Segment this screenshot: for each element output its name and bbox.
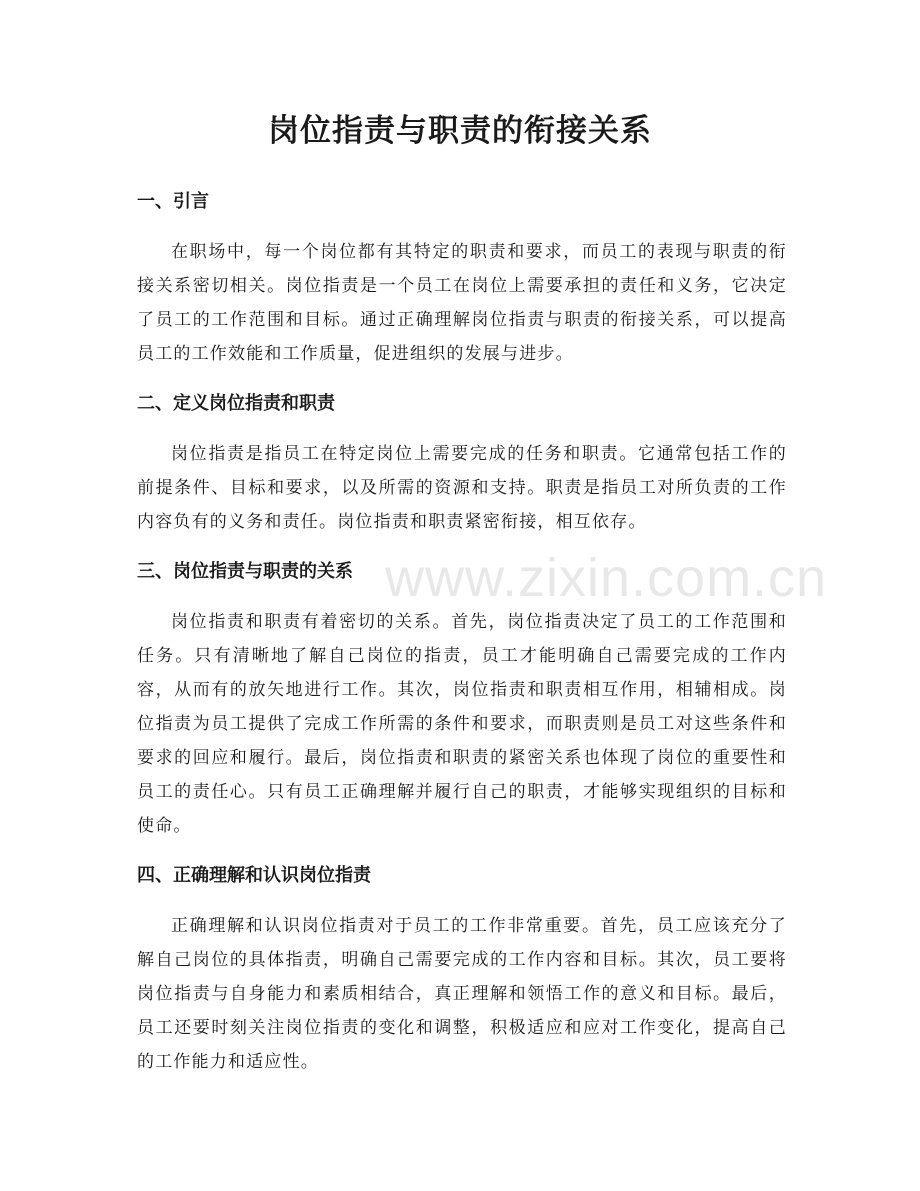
section-relationship [137,550,787,843]
section-paragraph: 正确理解和认识岗位指责对于员工的工作非常重要。首先，员工应该充分了解自己岗位的具体指责，明确自己需要完成的工作内容和目标。其次，员工要将岗位指责与自身能力和素质相结合，真正理解和领悟工作的意义和目标。最后，员工还要时刻关注岗位指责的变化和调整，积极适应和应对工作变化，提高自己的工作能力和适应性。 [137,916,787,1072]
section-paragraph: 岗位指责和职责有着密切的关系。首先，岗位指责决定了员工的工作范围和任务。只有清晰地了解自己岗位的指责，员工才能明确自己需要完成的工作内容，从而有的放矢地进行工作。其次，岗位指责和职责相互作用，相辅相成。岗位指责为员工提供了完成工作所需的条件和要求，而职责则是员工对这些条件和要求的回应和履行。最后，岗位指责和职责的紧密关系也体现了岗位的重要性和员工的责任心。只有员工正确理解并履行自己的职责，才能够实现组织的目标和使命。 [137,612,787,836]
section-introduction [137,180,787,371]
section-understanding [137,854,787,1079]
document-title: 岗位指责与职责的衔接关系 [268,113,652,149]
watermark-text: www.zixin.com.cn [385,548,828,608]
section-heading: 四、正确理解和认识岗位指责 [137,865,371,886]
section-heading: 一、引言 [137,191,209,212]
document-body [137,180,787,1090]
section-paragraph: 岗位指责是指员工在特定岗位上需要完成的任务和职责。它通常包括工作的前提条件、目标和要求，以及所需的资源和支持。职责是指员工对所负责的工作内容负有的义务和责任。岗位指责和职责紧密衔接，相互依存。 [137,444,787,532]
section-heading: 三、岗位指责与职责的关系 [137,561,353,582]
section-definition [137,382,787,539]
section-paragraph: 在职场中，每一个岗位都有其特定的职责和要求，而员工的表现与职责的衔接关系密切相关。岗位指责是一个员工在岗位上需要承担的责任和义务，它决定了员工的工作范围和目标。通过正确理解岗位指责与职责的衔接关系，可以提高员工的工作效能和工作质量，促进组织的发展与进步。 [137,242,787,364]
section-heading: 二、定义岗位指责和职责 [137,393,335,414]
